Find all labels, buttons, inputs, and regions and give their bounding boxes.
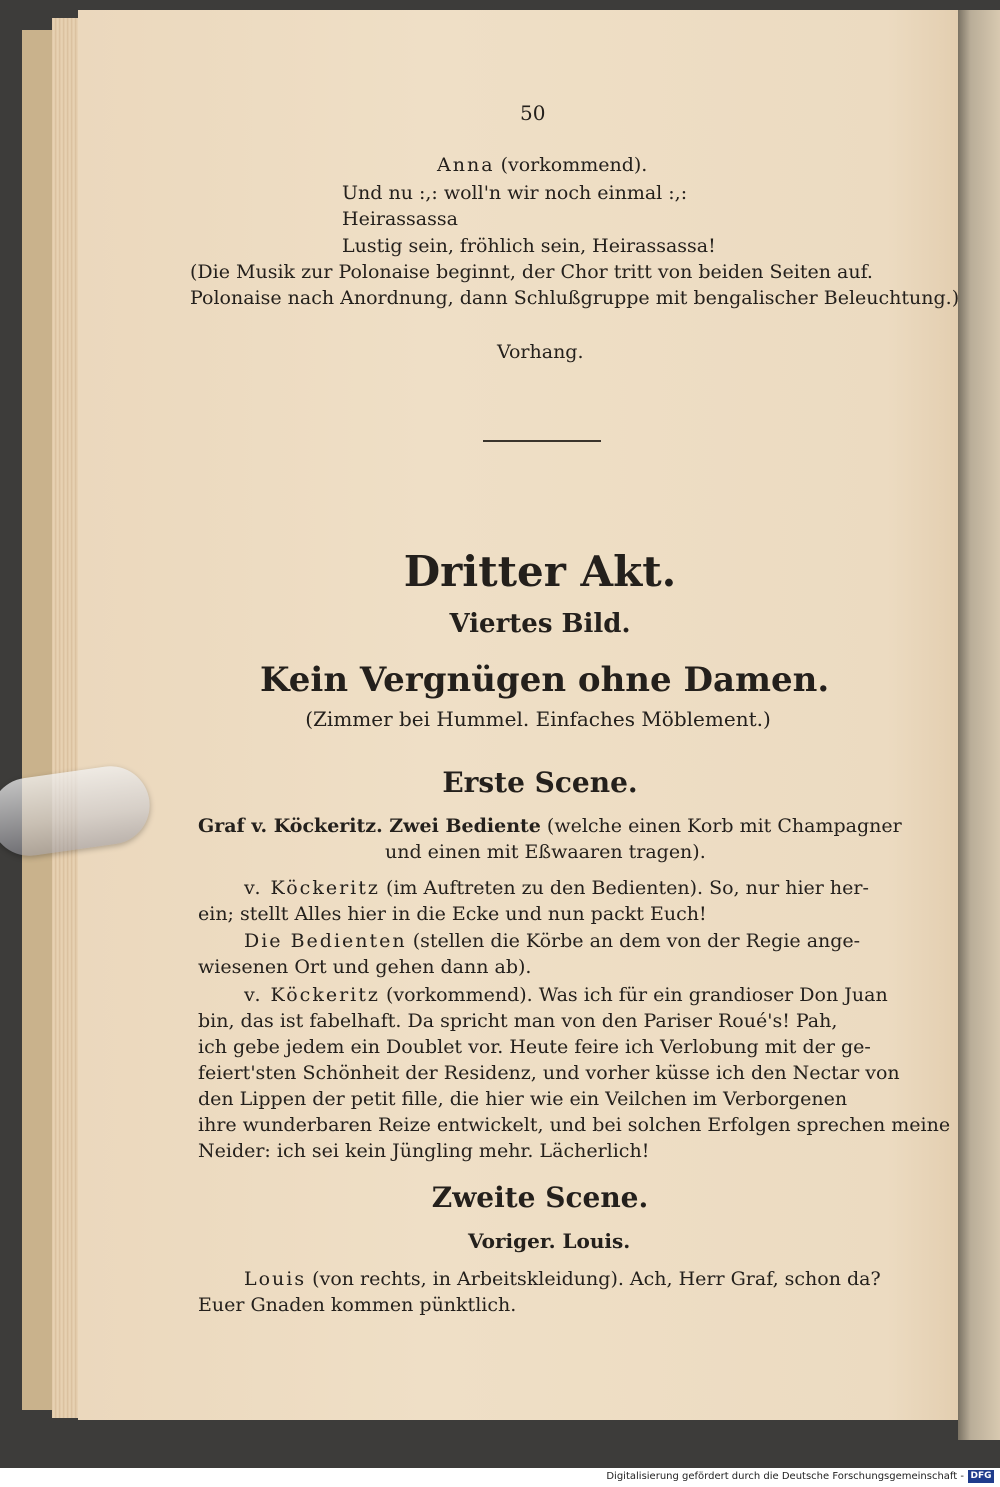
page-number: 50 [520,101,546,125]
scene-1-p2-line-2: wiesenen Ort und gehen dann ab). [198,956,532,978]
scene-2-p1-line-1 [244,1266,881,1292]
scene-1-title: Erste Scene. [442,766,638,799]
dfg-logo: DFG [968,1470,994,1483]
scene-2-cast: Voriger. Louis. [468,1229,631,1253]
speaker-koeckeritz: v. Köckeritz [244,877,380,899]
scene-1-p2-text: (stellen die Körbe an dem von der Regie ange- [412,930,861,952]
footer-credit: Digitalisierung gefördert durch die Deutsche Forschungsgemeinschaft - [606,1471,964,1482]
scene-1-p3-line-4: feiert'sten Schönheit der Residenz, und vorher küsse ich den Nectar von [198,1062,900,1084]
scene-1-p1-line-1 [244,875,869,901]
curtain-text: Vorhang. [497,341,584,363]
scene-1-p3-line-1 [244,982,888,1008]
song-speaker: Anna [437,154,495,176]
song-speaker-line [437,152,647,178]
song-speaker-direction: (vorkommend). [500,154,648,176]
scene-1-p3-line-2: bin, das ist fabelhaft. Da spricht man von den Pariser Roué's! Pah, [198,1010,838,1032]
song-line-2: Heirassassa [342,208,458,230]
scene-1-p3-line-3: ich gebe jedem ein Doublet vor. Heute feire ich Verlobung mit der ge- [198,1036,871,1058]
scene-1-p3-line-5: den Lippen der petit fille, die hier wie ein Veilchen im Verborgenen [198,1088,848,1110]
scene-1-cast-line-2: und einen mit Eßwaaren tragen). [385,841,706,863]
scene-2-p1-line-2: Euer Gnaden kommen pünktlich. [198,1294,517,1316]
main-title: Kein Vergnügen ohne Damen. [260,660,830,700]
scene-1-cast-names: Graf v. Köckeritz. Zwei Bediente [198,815,541,837]
scene-1-p3-line-6: ihre wunderbaren Reize entwickelt, und bei solchen Erfolgen sprechen meine [198,1114,951,1136]
scene-1-p3-line-7: Neider: ich sei kein Jüngling mehr. Lächerlich! [198,1140,650,1162]
scene-1-p2-line-1 [244,928,860,954]
scene-2-title: Zweite Scene. [431,1181,649,1214]
setting-direction: (Zimmer bei Hummel. Einfaches Möblement.) [305,707,771,731]
scene-1-p1-text: (im Auftreten zu den Bedienten). So, nur hier her- [385,877,869,899]
speaker-koeckeritz-2: v. Köckeritz [244,984,380,1006]
section-divider [483,440,601,442]
image-title: Viertes Bild. [449,609,631,639]
speaker-louis: Louis [244,1268,307,1290]
book-right-edge [958,10,1000,1440]
scene-1-p1-line-2: ein; stellt Alles hier in die Ecke und nun packt Euch! [198,903,707,925]
scene-1-p3-text: (vorkommend). Was ich für ein grandioser Don Juan [385,984,888,1006]
stage-direction-line-1: (Die Musik zur Polonaise beginnt, der Chor tritt von beiden Seiten auf. [190,261,873,283]
stage-direction-line-2: Polonaise nach Anordnung, dann Schlußgruppe mit bengalischer Beleuchtung.) [190,287,960,309]
song-line-1: Und nu :,: woll'n wir noch einmal :,: [342,182,688,204]
song-line-3: Lustig sein, fröhlich sein, Heirassassa! [342,235,716,257]
speaker-bedienten: Die Bedienten [244,930,407,952]
scene-2-p1-text: (von rechts, in Arbeitskleidung). Ach, Herr Graf, schon da? [312,1268,881,1290]
act-title: Dritter Akt. [403,547,677,596]
scene-1-cast-direction: (welche einen Korb mit Champagner [546,815,902,837]
scene-1-cast-line-1 [198,813,902,839]
